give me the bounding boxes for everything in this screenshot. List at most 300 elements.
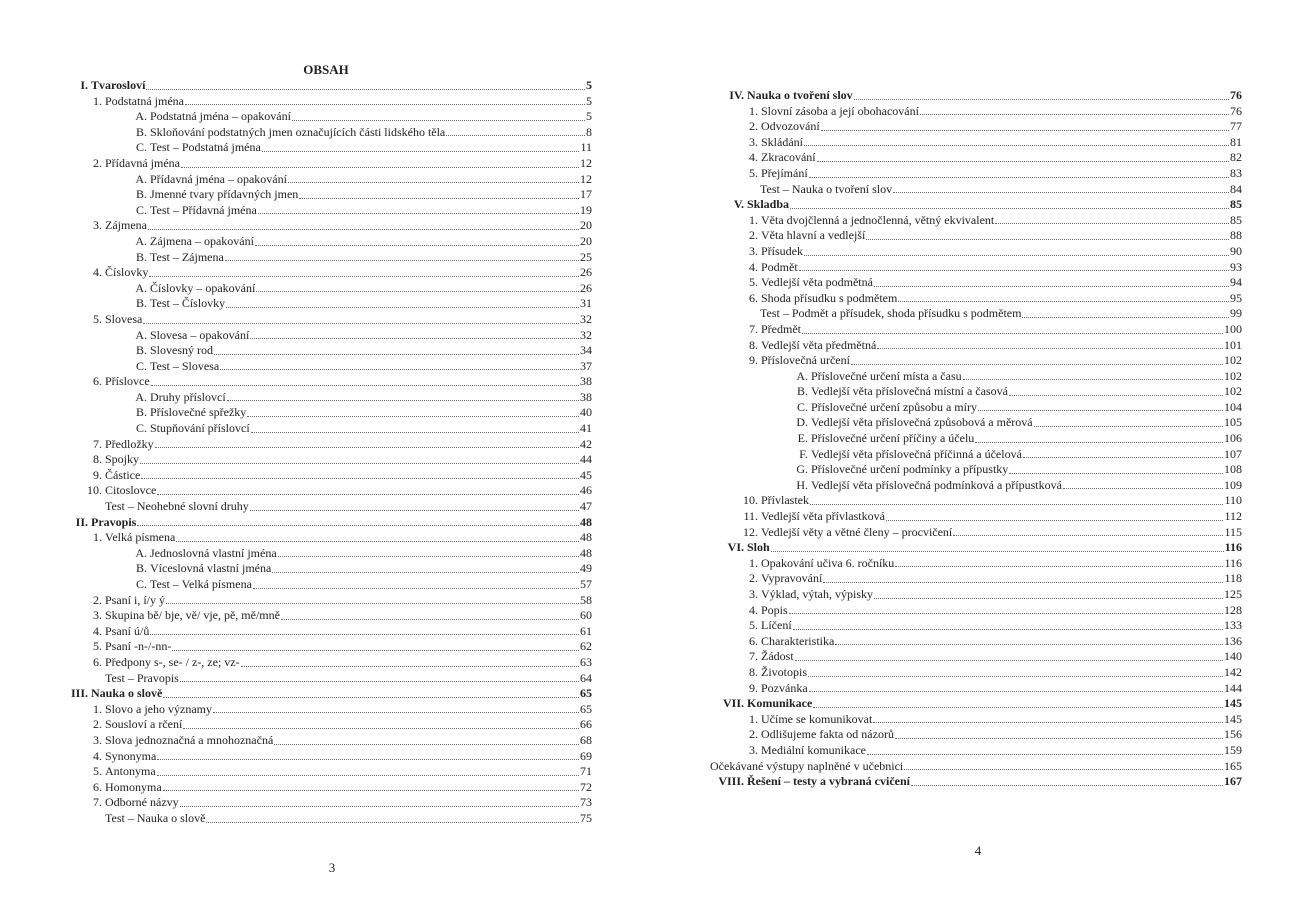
dot-leader	[155, 447, 579, 448]
left-page	[60, 62, 592, 827]
toc-entry-page: 102	[1224, 368, 1242, 383]
toc-entry-number: C.	[135, 421, 147, 436]
toc-entry-label: Vedlejší věta příslovečná způsobová a měrová	[811, 415, 1033, 430]
toc-entry-page: 38	[580, 374, 592, 389]
toc-entry-page: 75	[580, 810, 592, 825]
toc-entry-label: Vedlejší věta předmětná	[761, 337, 877, 352]
dot-leader	[963, 379, 1223, 380]
toc-entry-label: Věta dvojčlenná a jednočlenná, větný ekvivalent	[761, 212, 995, 227]
toc-entry-number: A.	[135, 171, 147, 186]
toc-entry-page: 68	[580, 732, 592, 747]
page-title: OBSAH	[303, 62, 349, 77]
toc-entry-label: Test – Pravopis	[105, 670, 179, 685]
dot-leader	[157, 494, 579, 495]
toc-entry-number: 1.	[93, 93, 102, 108]
toc-entry-page: 94	[1230, 275, 1242, 290]
toc-entry-page: 159	[1224, 742, 1242, 757]
toc-entry	[710, 197, 1242, 213]
toc-entry-number: 8.	[749, 337, 758, 352]
toc-entry	[60, 328, 592, 344]
dot-leader	[225, 260, 579, 261]
toc-entry-number: 6.	[93, 654, 102, 669]
toc-entry-label: Jednoslovná vlastní jména	[150, 545, 277, 560]
toc-entry-number: 4.	[749, 602, 758, 617]
dot-leader	[148, 229, 579, 230]
toc-entry-number: 2.	[93, 155, 102, 170]
toc-entry-number: 7.	[749, 649, 758, 664]
toc-entry-label: Příslovce	[105, 374, 150, 389]
dot-leader	[181, 167, 579, 168]
toc-entry-page: 102	[1224, 384, 1242, 399]
toc-entry-page: 47	[580, 499, 592, 514]
toc-entry	[60, 468, 592, 484]
toc-entry-label: Slova jednoznačná a mnohoznačná	[105, 732, 274, 747]
toc-entry-page: 116	[1224, 540, 1242, 555]
toc-entry	[710, 369, 1242, 385]
toc-entry-page: 107	[1224, 446, 1242, 461]
toc-entry-label: Učíme se komunikovat	[761, 711, 873, 726]
toc-entry	[60, 296, 592, 312]
dot-leader	[292, 120, 585, 121]
toc-entry-number: A.	[135, 280, 147, 295]
toc-entry-page: 65	[580, 686, 592, 701]
dot-leader	[272, 572, 579, 573]
toc-entry-label: Citoslovce	[105, 483, 157, 498]
toc-entry	[60, 343, 592, 359]
dot-leader	[213, 712, 579, 713]
toc-entry-label: Test – Číslovky	[150, 296, 226, 311]
toc-entry	[710, 556, 1242, 572]
toc-entry	[60, 390, 592, 406]
toc-entry-label: Slovesný rod	[150, 343, 213, 358]
dot-leader	[149, 276, 579, 277]
toc-entry-number: G.	[796, 462, 808, 477]
toc-entry	[60, 702, 592, 718]
toc-entry-number: 2.	[93, 717, 102, 732]
toc-entry-label: Odlišujeme fakta od názorů	[761, 727, 894, 742]
toc-entry	[60, 359, 592, 375]
toc-entry-page: 65	[580, 701, 592, 716]
toc-entry-label: Test – Podmět a přísudek, shoda přísudku s podmětem	[760, 306, 1022, 321]
toc-entry-page: 32	[580, 327, 592, 342]
toc-entry-number: B.	[135, 405, 147, 420]
toc-entry-number: IV.	[729, 88, 744, 102]
toc-entry-number: 12.	[743, 524, 758, 539]
toc-entry-number: B.	[135, 187, 147, 202]
toc-entry-label: Charakteristika	[761, 633, 835, 648]
toc-entry-label: Příslovečné určení způsobu a míry	[811, 399, 977, 414]
dot-leader	[975, 442, 1223, 443]
toc-entry	[710, 478, 1242, 494]
dot-leader	[258, 213, 579, 214]
dot-leader	[247, 416, 579, 417]
toc-entry-page: 90	[1230, 243, 1242, 258]
toc-entry	[710, 774, 1242, 790]
toc-entry-number: 2.	[749, 119, 758, 134]
toc-entry-label: Skladba	[747, 197, 790, 212]
toc-entry-label: Víceslovná vlastní jména	[150, 561, 272, 576]
toc-entry-page: 8	[586, 124, 592, 139]
toc-entry-label: Nauka o slově	[91, 686, 163, 701]
toc-entry-number: VII.	[722, 696, 744, 711]
toc-entry-page: 156	[1224, 727, 1242, 742]
toc-entry-label: Vedlejší věty a větné členy – procvičení	[761, 524, 953, 539]
toc-entry	[60, 187, 592, 203]
toc-entry	[60, 234, 592, 250]
toc-entry-number: 1.	[749, 103, 758, 118]
toc-entry-page: 48	[580, 514, 592, 529]
toc-entry-number: B.	[135, 343, 147, 358]
toc-entry	[710, 182, 1242, 198]
dot-leader	[446, 135, 585, 136]
toc-entry-page: 99	[1230, 306, 1242, 321]
toc-entry-label: Popis	[761, 602, 788, 617]
toc-entry-number: C.	[135, 140, 147, 155]
toc-entry-page: 93	[1230, 259, 1242, 274]
toc-entry-page: 109	[1224, 477, 1242, 492]
toc-entry-number: 5.	[93, 639, 102, 654]
toc-entry-label: Číslovky	[105, 265, 149, 280]
toc-entry	[60, 624, 592, 640]
toc-entry-label: Líčení	[761, 618, 792, 633]
dot-leader	[895, 738, 1223, 739]
toc-entry-page: 100	[1224, 321, 1242, 336]
toc-entry-page: 5	[586, 93, 592, 108]
toc-entry	[710, 415, 1242, 431]
toc-entry-page: 105	[1224, 415, 1242, 430]
toc-entry	[710, 618, 1242, 634]
toc-entry-number: 6.	[749, 633, 758, 648]
toc-entry-label: Slovo a jeho významy	[105, 701, 212, 716]
toc-entry	[60, 639, 592, 655]
dot-leader	[256, 291, 579, 292]
dot-leader	[157, 775, 579, 776]
toc-entry-page: 11	[580, 140, 592, 155]
toc-entry	[60, 250, 592, 266]
toc-entry	[710, 88, 1242, 104]
toc-entry-page: 76	[1230, 103, 1242, 118]
page-number-left: 3	[328, 860, 336, 875]
toc-entry-number: A.	[135, 109, 147, 124]
toc-entry-number: 3.	[749, 587, 758, 601]
toc-entry-number: 9.	[749, 353, 758, 368]
dot-leader	[163, 697, 579, 698]
dot-leader	[157, 759, 579, 760]
dot-leader	[893, 192, 1229, 193]
toc-entry-label: Nauka o tvoření slov	[747, 88, 853, 102]
toc-entry-number: 1.	[749, 212, 758, 227]
dot-leader	[873, 722, 1223, 723]
toc-entry	[710, 213, 1242, 229]
dot-leader	[802, 333, 1223, 334]
toc-entry-page: 63	[580, 654, 592, 669]
toc-entry-page: 5	[586, 78, 592, 92]
toc-entry	[60, 140, 592, 156]
toc-entry	[710, 681, 1242, 697]
toc-entry-label: Komunikace	[747, 696, 813, 711]
toc-entry-page: 26	[580, 280, 592, 295]
toc-entry-label: Žádost	[761, 649, 794, 664]
dot-leader	[206, 822, 579, 823]
toc-entry-page: 108	[1224, 462, 1242, 477]
toc-entry-page: 95	[1230, 290, 1242, 305]
toc-entry-page: 84	[1230, 181, 1242, 196]
toc-entry-label: Vedlejší věta příslovečná podmínková a přípustková	[811, 477, 1062, 492]
toc-entry	[60, 795, 592, 811]
dot-leader	[995, 223, 1229, 224]
dot-leader	[1009, 395, 1223, 396]
toc-entry	[710, 135, 1242, 151]
toc-entry-page: 40	[580, 405, 592, 420]
dot-leader	[810, 504, 1223, 505]
toc-entry	[60, 374, 592, 390]
dot-leader	[886, 520, 1223, 521]
toc-entry-label: Vypravování	[761, 571, 823, 586]
toc-entry	[60, 561, 592, 577]
toc-entry	[60, 530, 592, 546]
toc-entry-label: Vedlejší věta podmětná	[761, 275, 873, 290]
dot-leader	[789, 613, 1223, 614]
toc-entry	[60, 764, 592, 780]
toc-entry-label: Zájmena	[105, 218, 147, 233]
dot-leader	[795, 660, 1223, 661]
toc-entry-page: 145	[1224, 696, 1242, 711]
toc-entry-label: Slovesa – opakování	[150, 327, 250, 342]
toc-entry	[710, 384, 1242, 400]
toc-entry-number: 7.	[93, 795, 102, 810]
toc-entry-page: 17	[580, 187, 592, 202]
toc-entry	[710, 322, 1242, 338]
toc-entry-label: Test – Velká písmena	[150, 577, 252, 591]
dot-leader	[214, 354, 579, 355]
right-page	[710, 88, 1242, 790]
dot-leader	[250, 338, 579, 339]
dot-leader	[854, 99, 1229, 100]
toc-entry	[710, 509, 1242, 525]
toc-entry-page: 83	[1230, 165, 1242, 180]
dot-leader	[953, 535, 1223, 536]
toc-entry-page: 12	[580, 155, 592, 170]
toc-entry-number: 5.	[749, 275, 758, 290]
toc-entry	[710, 119, 1242, 135]
toc-entry-label: Přídavná jména – opakování	[150, 171, 287, 186]
dot-leader	[813, 707, 1223, 708]
dot-leader	[874, 598, 1223, 599]
toc-entry-label: Pravopis	[91, 514, 137, 529]
toc-entry	[60, 437, 592, 453]
dot-leader	[176, 541, 579, 542]
toc-entry	[710, 759, 1242, 775]
toc-entry	[710, 634, 1242, 650]
toc-entry-label: Vedlejší věta příslovečná příčinná a účelová	[811, 446, 1022, 461]
toc-entry	[60, 405, 592, 421]
toc-entry-label: Test – Slovesa	[150, 358, 220, 373]
toc-entry	[60, 172, 592, 188]
dot-leader	[1034, 426, 1223, 427]
dot-leader	[804, 145, 1229, 146]
toc-entry	[710, 306, 1242, 322]
toc-entry-page: 145	[1224, 711, 1242, 726]
dot-leader	[180, 806, 579, 807]
toc-entry-page: 85	[1230, 197, 1242, 212]
toc-entry-label: Příslovečné určení místa a času	[811, 368, 962, 383]
toc-entry-page: 118	[1224, 571, 1242, 586]
toc-entry-label: Sloh	[747, 540, 770, 555]
toc-entry-number: 5.	[749, 618, 758, 633]
toc-entry-number: 5.	[93, 311, 102, 326]
toc-entry-number: 8.	[749, 664, 758, 679]
toc-entry	[710, 665, 1242, 681]
toc-entry-number: 1.	[749, 711, 758, 726]
toc-entry-label: Zkracování	[761, 150, 816, 165]
toc-entry-page: 44	[580, 452, 592, 467]
toc-entry	[710, 447, 1242, 463]
toc-entry	[60, 109, 592, 125]
dot-leader	[253, 588, 579, 589]
toc-entry-number: 4.	[749, 259, 758, 274]
toc-entry-label: Životopis	[761, 664, 808, 679]
toc-entry-label: Přísudek	[761, 243, 803, 258]
toc-entry-number: 4.	[93, 265, 102, 280]
dot-leader	[180, 681, 579, 682]
toc-entry-page: 136	[1224, 633, 1242, 648]
toc-entry-label: Test – Nauka o slově	[105, 810, 206, 825]
toc-entry	[710, 275, 1242, 291]
toc-entry-number: B.	[796, 384, 808, 399]
toc-entry-label: Očekávané výstupy naplněné v učebnici	[710, 758, 904, 773]
dot-leader	[220, 369, 579, 370]
toc-entry-number: VIII.	[718, 774, 744, 789]
toc-entry-label: Řešení – testy a vybraná cvičení	[747, 774, 910, 789]
toc-entry-number: 3.	[749, 742, 758, 757]
toc-entry-number: 2.	[749, 228, 758, 243]
toc-entry-page: 5	[586, 109, 592, 124]
toc-entry	[60, 452, 592, 468]
toc-entry-label: Podstatná jména	[105, 93, 184, 108]
dot-leader	[790, 208, 1229, 209]
toc-entry-label: Podstatná jména – opakování	[150, 109, 291, 124]
toc-entry-page: 104	[1224, 399, 1242, 414]
toc-entry	[60, 577, 592, 593]
toc-entry-page: 12	[580, 171, 592, 186]
toc-entry	[60, 655, 592, 671]
dot-leader	[163, 790, 579, 791]
toc-entry-label: Jmenné tvary přídavných jmen	[150, 187, 299, 202]
toc-entry-number: 3.	[93, 218, 102, 233]
toc-entry	[710, 649, 1242, 665]
toc-entry-number: 9.	[749, 680, 758, 695]
dot-leader	[799, 270, 1229, 271]
toc-entry-label: Číslovky – opakování	[150, 280, 256, 295]
dot-leader	[185, 104, 585, 105]
dot-leader	[920, 114, 1229, 115]
toc-entry-label: Antonyma	[105, 764, 156, 779]
toc-entry	[60, 780, 592, 796]
toc-entry	[60, 499, 592, 515]
dot-leader	[255, 245, 579, 246]
toc-entry-number: C.	[796, 399, 808, 414]
toc-entry-number: B.	[135, 296, 147, 311]
toc-entry-page: 64	[580, 670, 592, 685]
toc-entry	[710, 400, 1242, 416]
toc-entry-label: Předložky	[105, 436, 154, 451]
dot-leader	[898, 301, 1229, 302]
toc-entry-label: Předmět	[761, 321, 801, 336]
toc-entry-page: 115	[1224, 524, 1242, 539]
toc-entry-page: 37	[580, 358, 592, 373]
toc-entry	[60, 593, 592, 609]
toc-entry-number: 1.	[93, 530, 102, 545]
toc-entry-label: Věta hlavní a vedlejší	[761, 228, 866, 243]
toc-entry-page: 110	[1224, 493, 1242, 508]
toc-entry-label: Slovní zásoba a její obohacování	[761, 103, 919, 118]
toc-entry-label: Odvozování	[761, 119, 820, 134]
page-number-right: 4	[974, 843, 982, 858]
dot-leader	[166, 603, 579, 604]
toc-entry-label: Test – Přídavná jména	[150, 202, 257, 217]
toc-entry	[60, 218, 592, 234]
toc-entry-label: Tvarosloví	[91, 78, 146, 92]
toc-entry-label: Skloňování podstatných jmen označujících části lidského těla	[150, 124, 446, 139]
toc-entry-number: D.	[796, 415, 808, 430]
dot-leader	[851, 364, 1223, 365]
toc-entry-page: 76	[1230, 88, 1242, 102]
toc-entry-number: 11.	[743, 509, 758, 524]
toc-entry	[710, 260, 1242, 276]
toc-entry	[60, 811, 592, 827]
toc-entry-number: 1.	[93, 701, 102, 716]
toc-entry-page: 82	[1230, 150, 1242, 165]
toc-entry-number: 2.	[749, 727, 758, 742]
toc-entry-number: A.	[135, 233, 147, 248]
toc-entry-label: Sousloví a rčení	[105, 717, 183, 732]
toc-entry-label: Výklad, výtah, výpisky	[761, 587, 873, 601]
dot-leader	[1063, 488, 1223, 489]
toc-entry-page: 69	[580, 748, 592, 763]
dot-leader	[835, 644, 1223, 645]
dot-leader	[1022, 317, 1229, 318]
toc-entry-page: 31	[580, 296, 592, 311]
toc-entry-label: Podmět	[761, 259, 798, 274]
toc-entry-number: E.	[797, 431, 808, 446]
toc-entry-label: Stupňování příslovcí	[150, 421, 250, 436]
toc-entry-number: F.	[799, 446, 808, 461]
toc-entry-page: 101	[1224, 337, 1242, 352]
toc-entry-label: Zájmena – opakování	[150, 233, 254, 248]
toc-entry-number: 6.	[749, 290, 758, 305]
toc-entry	[710, 743, 1242, 759]
toc-entry	[710, 712, 1242, 728]
dot-leader	[808, 676, 1223, 677]
toc-entry	[60, 546, 592, 562]
dot-leader	[274, 744, 579, 745]
toc-entry-page: 46	[580, 483, 592, 498]
toc-entry-label: Příslovečné spřežky	[150, 405, 247, 420]
toc-entry	[60, 125, 592, 141]
toc-entry-page: 165	[1224, 758, 1242, 773]
toc-entry	[710, 540, 1242, 556]
toc-entry-label: Vedlejší věta přívlastková	[761, 509, 885, 524]
toc-entry-label: Slovesa	[105, 311, 143, 326]
toc-entry-number: 2.	[93, 592, 102, 607]
toc-entry	[60, 312, 592, 328]
toc-entry-label: Test – Podstatná jména	[150, 140, 261, 155]
toc-entry-number: A.	[135, 389, 147, 404]
toc-entry-number: A.	[135, 327, 147, 342]
toc-entry-number: 3.	[93, 608, 102, 623]
dot-leader	[241, 666, 579, 667]
toc-entry	[60, 265, 592, 281]
